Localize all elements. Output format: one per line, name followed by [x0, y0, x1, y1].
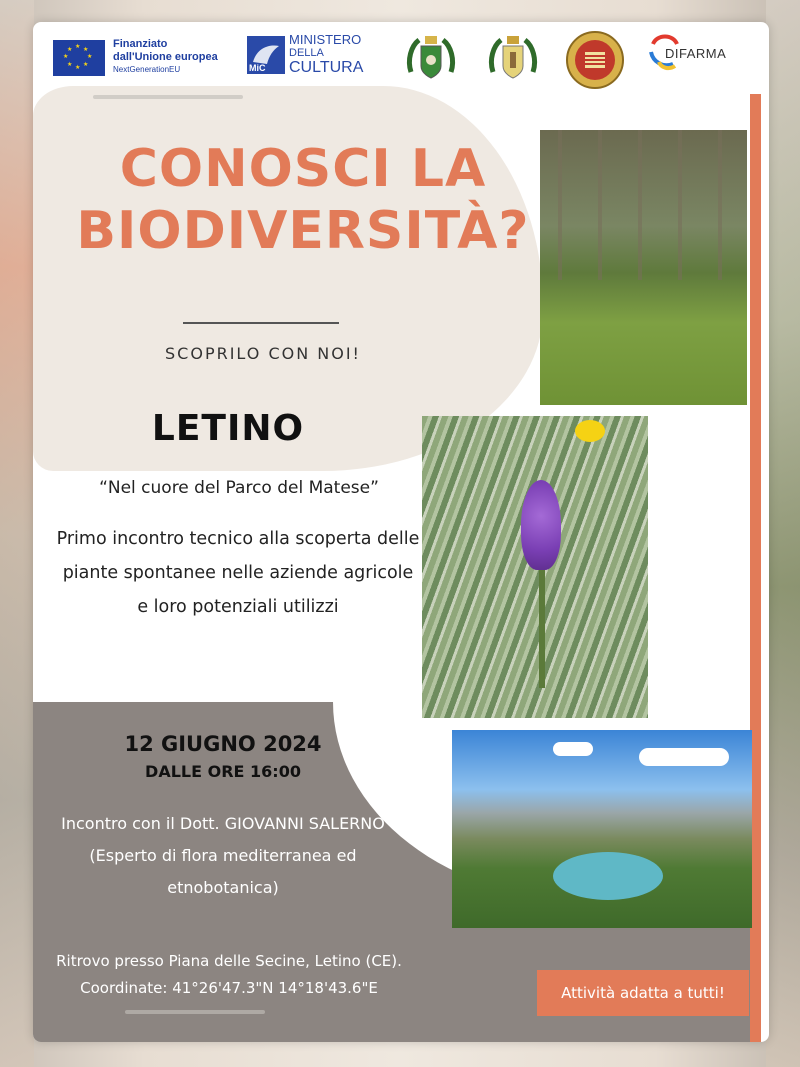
decor-swoosh-bottom [125, 1010, 265, 1014]
mic-line-3: CULTURA [289, 59, 364, 76]
cloud [553, 742, 593, 756]
meeting-info [39, 948, 419, 1002]
tagline-quote: “Nel cuore del Parco del Matese” [99, 478, 379, 498]
municipality-crest-1-icon [403, 32, 459, 88]
eu-funding-logo [113, 38, 233, 76]
coordinates: Coordinate: 41°26'47.3"N 14°18'43.6"E [80, 979, 378, 997]
cloud [639, 748, 729, 766]
forest-trees [540, 130, 747, 280]
event-poster [33, 22, 769, 1042]
title-line-1: CONOSCI LA [119, 139, 487, 199]
lake-water [553, 852, 663, 900]
activity-badge: Attività adatta a tutti! [537, 970, 749, 1016]
difarma-text: DIFARMA [665, 46, 727, 61]
divider [183, 322, 339, 324]
ministero-cultura-logo [289, 32, 399, 77]
event-time: DALLE ORE 16:00 [145, 762, 301, 781]
municipality-crest-2-icon [485, 32, 541, 88]
mic-line-2: DELLA [289, 47, 324, 59]
background-right [766, 0, 800, 1067]
orchid-flower [521, 480, 561, 570]
eu-flag-icon: ★ ★ ★ ★ ★ ★ ★ ★ [53, 40, 105, 76]
yellow-flower [575, 420, 605, 442]
decor-swoosh-top [93, 95, 243, 99]
eu-line-3: NextGenerationEU [113, 65, 181, 74]
subtitle: SCOPRILO CON NOI! [165, 344, 361, 363]
university-seal-icon [565, 30, 625, 90]
mic-line-1: MINISTERO [289, 32, 362, 47]
difarma-logo [647, 32, 757, 80]
background-left [0, 0, 34, 1067]
place-name: LETINO [151, 408, 305, 449]
event-date: 12 GIUGNO 2024 [124, 732, 322, 756]
mic-logo-icon [247, 36, 285, 74]
eu-line-2: dall'Unione europea [113, 51, 218, 63]
event-description: Primo incontro tecnico alla scoperta delle piante spontanee nelle aziende agricole e loro potenziali utilizzi [56, 529, 420, 617]
title-line-2: BIODIVERSITÀ? [76, 201, 530, 261]
poster-title [55, 138, 551, 262]
orchid-stem [539, 568, 545, 688]
speaker-info: Incontro con il Dott. GIOVANNI SALERNO (Esperto di flora mediterranea ed etnobotanica) [61, 814, 385, 897]
meeting-point: Ritrovo presso Piana delle Secine, Letino (CE). [56, 952, 402, 970]
mic-badge: MiC [249, 63, 266, 73]
eu-line-1: Finanziato [113, 38, 168, 50]
